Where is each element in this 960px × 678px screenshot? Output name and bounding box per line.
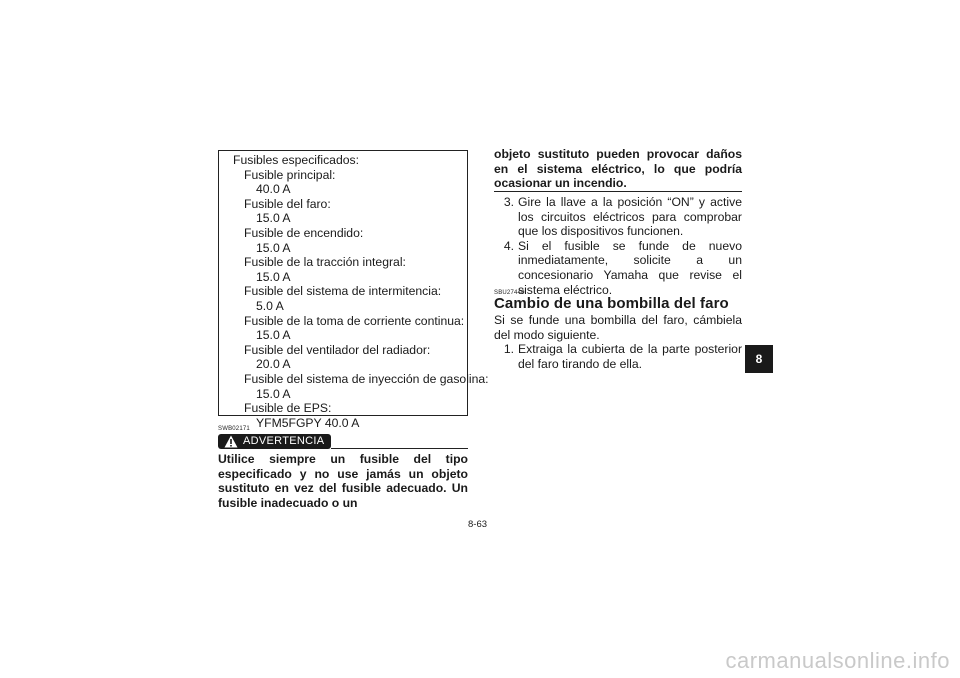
section-steps [494, 342, 742, 371]
fuse-spec-line: Fusible principal: [244, 167, 336, 182]
warning-continuation: objeto sustituto pueden provocar daños en el sistema eléctrico, lo que podría ocasionar un incendio. [494, 147, 742, 191]
fuse-spec-line: Fusible de encendido: [244, 225, 364, 240]
step-number: 4. [503, 238, 514, 253]
page-number: 8-63 [468, 519, 488, 530]
chapter-tab: 8 [745, 345, 773, 373]
fuse-spec-line: 15.0 A [256, 328, 291, 343]
fuse-spec-line: 15.0 A [256, 269, 291, 284]
fuse-spec-line: 15.0 A [256, 240, 291, 255]
fuse-spec-line: Fusible de la toma de corriente continua: [244, 313, 465, 328]
step-text: Extraiga la cubierta de la parte posterior del faro tirando de ella. [518, 342, 742, 371]
warning-text: Utilice siempre un fusible del tipo especificado y no use jamás un objeto sustituto en vez del fusible adecuado. Un fusible inadecuado o un [218, 452, 468, 510]
step-item [494, 195, 742, 239]
fuse-spec-line: Fusible del sistema de inyección de gasolina: [244, 371, 489, 386]
warning-badge [218, 434, 331, 449]
fuse-spec-line: Fusible del sistema de intermitencia: [244, 284, 442, 299]
steps-list-top [494, 195, 742, 297]
step-item [494, 342, 742, 371]
warning-rule [331, 448, 468, 449]
fuse-spec-line: Fusibles especificados: [233, 153, 359, 167]
warning-triangle-icon [224, 435, 238, 448]
section-code: SBU27440 [494, 290, 525, 296]
step-number: 1. [503, 342, 514, 357]
fuse-spec-line: Fusible del faro: [244, 196, 331, 211]
fuse-spec-line: 15.0 A [256, 386, 291, 401]
step-text: Si el fusible se funde de nuevo inmediatamente, solicite a un concesionario Yamaha que revise el sistema eléctrico. [518, 238, 742, 297]
warning-header [218, 434, 468, 450]
watermark: carmanualsonline.info [725, 648, 950, 673]
fuse-spec-line: 20.0 A [256, 357, 291, 372]
fuse-spec-line: 5.0 A [256, 298, 284, 313]
section-title: Cambio de una bombilla del faro [494, 295, 729, 312]
fuse-spec-line: 15.0 A [256, 211, 291, 226]
section-intro: Si se funde una bombilla del faro, cámbiela del modo siguiente. [494, 313, 742, 342]
warning-code: SWB02171 [218, 426, 250, 432]
warning-end-rule [494, 191, 742, 192]
fuse-spec-line: 40.0 A [256, 182, 291, 197]
fuse-spec-line: Fusible del ventilador del radiador: [244, 342, 431, 357]
warning-label: ADVERTENCIA [243, 435, 325, 447]
step-item [494, 239, 742, 297]
step-number: 3. [503, 195, 514, 209]
fuse-spec-line: Fusible de EPS: [244, 401, 332, 416]
fuse-spec-line: Fusible de la tracción integral: [244, 255, 406, 270]
step-text: Gire la llave a la posición “ON” y active los circuitos eléctricos para comprobar que los dispositivos funcionen. [518, 195, 742, 239]
fuse-spec-line: YFM5FGPY 40.0 A [256, 415, 360, 430]
section-body [494, 313, 742, 371]
